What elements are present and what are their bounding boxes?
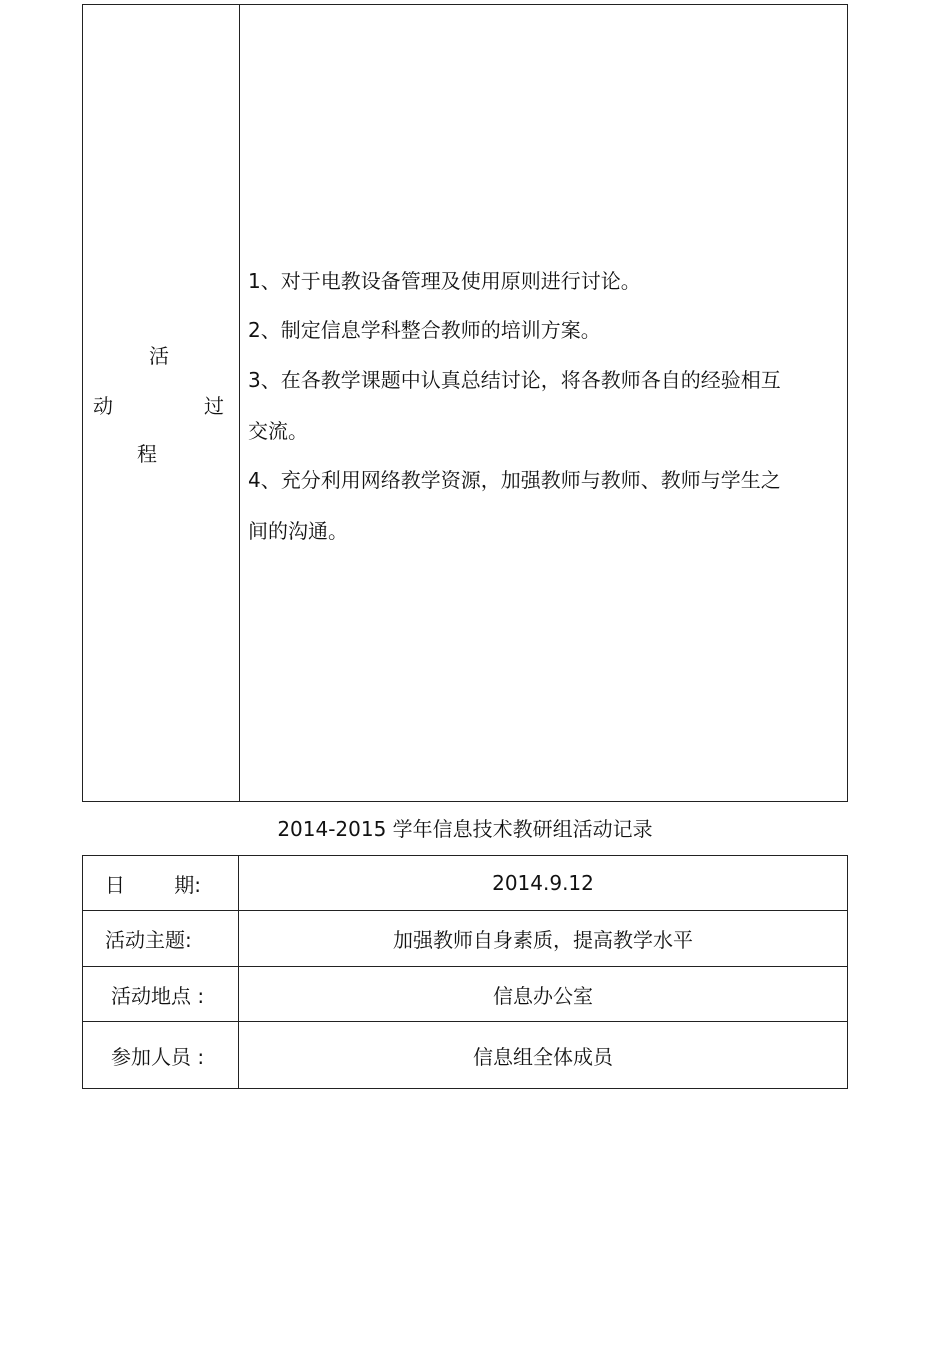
- location-row: [83, 966, 847, 1021]
- date-value: 2014.9.12: [492, 871, 594, 895]
- process-item: 2、制定信息学科整合教师的培训方案。: [248, 318, 601, 342]
- process-label-char: 活: [149, 344, 169, 368]
- location-value: 信息办公室: [493, 983, 593, 1008]
- process-label-char: 动: [93, 394, 113, 418]
- date-label-cell: [83, 856, 239, 910]
- process-label-char: 过: [204, 394, 224, 418]
- date-row: [83, 856, 847, 910]
- date-label-part: 期:: [174, 872, 201, 897]
- location-label: 活动地点 :: [83, 967, 239, 1021]
- topic-row: [83, 910, 847, 966]
- date-label-part: 日: [105, 872, 125, 897]
- process-label-cell: [83, 5, 239, 801]
- topic-value: 加强教师自身素质，提高教学水平: [393, 928, 693, 952]
- process-item: 1、对于电教设备管理及使用原则进行讨论。: [248, 269, 641, 293]
- process-item: 4、充分利用网络教学资源，加强教师与教师、教师与学生之: [248, 468, 781, 492]
- column-divider: [239, 5, 240, 801]
- activity-record-table: [82, 855, 848, 1089]
- topic-label: 活动主题:: [83, 911, 239, 966]
- process-item-continued: 间的沟通。: [248, 519, 348, 543]
- process-item: 3、在各教学课题中认真总结讨论，将各教师各自的经验相互: [248, 368, 781, 392]
- process-label-char: 程: [137, 442, 157, 466]
- process-item-continued: 交流。: [248, 419, 308, 443]
- date-label: [105, 869, 201, 898]
- process-content-cell: [248, 5, 847, 801]
- record-title: 2014-2015 学年信息技术教研组活动记录: [277, 817, 653, 841]
- participants-value: 信息组全体成员: [473, 1044, 613, 1069]
- participants-label: 参加人员 :: [83, 1022, 239, 1088]
- activity-process-table: [82, 4, 848, 802]
- participants-row: [83, 1021, 847, 1088]
